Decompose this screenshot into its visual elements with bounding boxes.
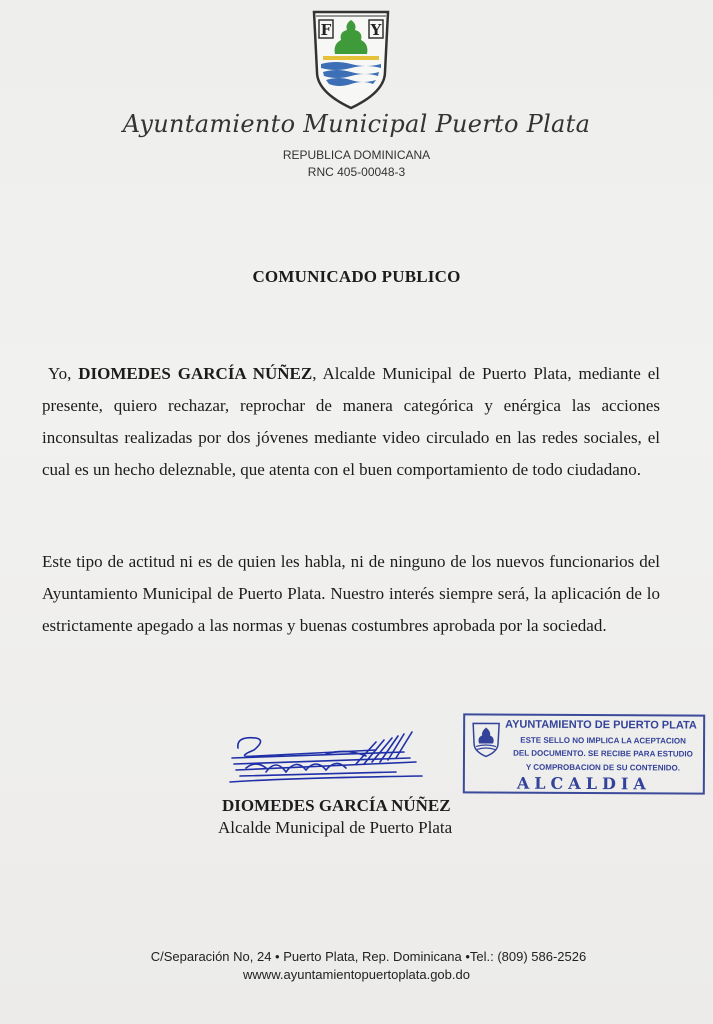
country-label: REPUBLICA DOMINICANA	[282, 148, 431, 162]
crest-letter-y: Y	[370, 21, 382, 39]
paragraph-1-text: , Alcalde Municipal de Puerto Plata, mediante el presente, quiero rechazar, reprochar de manera categórica y enérgica las acciones inconsultas realizadas por dos jóvenes mediante video circulado en las redes sociales, el cual es un hecho deleznable, que atenta con el buen comportamiento de todo ciudadano.	[42, 364, 661, 479]
paragraph-1	[42, 358, 660, 486]
stamp-line-3: Y COMPROBACION DE SU CONTENIDO.	[525, 762, 680, 773]
signature-name: DIOMEDES GARCÍA NÚÑEZ	[222, 796, 451, 815]
paragraph-2: Este tipo de actitud ni es de quien les habla, ni de ninguno de los nuevos funcionarios del Ayuntamiento Municipal de Puerto Plata. Nuestro interés siempre será, la aplicación de lo estrictamente apegado a las normas y buenas costumbres aprobada por la sociedad.	[42, 552, 660, 635]
rnc-label: RNC 405-00048-3	[307, 165, 406, 179]
crest-letter-f: F	[320, 21, 332, 39]
signature-role: Alcalde Municipal de Puerto Plata	[218, 818, 453, 837]
coat-of-arms-icon	[311, 10, 391, 110]
paragraph-1-prefix: Yo,	[48, 364, 79, 383]
stamp-title: AYUNTAMIENTO DE PUERTO PLATA	[505, 718, 697, 732]
document-title: COMUNICADO PUBLICO	[252, 267, 461, 286]
mayor-name-inline: DIOMEDES GARCÍA NÚÑEZ	[78, 364, 313, 383]
organization-name: Ayuntamiento Municipal Puerto Plata	[122, 110, 591, 138]
stamp-crest-icon	[471, 721, 501, 757]
official-stamp	[463, 713, 705, 794]
footer-website: wwww.ayuntamientopuertoplata.gob.do	[243, 967, 470, 982]
stamp-line-1: ESTE SELLO NO IMPLICA LA ACEPTACION	[520, 735, 686, 746]
signature-mark	[226, 728, 426, 788]
footer-address: C/Separación No, 24 • Puerto Plata, Rep. Dominicana •Tel.: (809) 586-2526	[150, 949, 587, 964]
stamp-line-2: DEL DOCUMENTO. SE RECIBE PARA ESTUDIO	[513, 748, 693, 759]
stamp-department: ALCALDIA	[516, 773, 651, 794]
